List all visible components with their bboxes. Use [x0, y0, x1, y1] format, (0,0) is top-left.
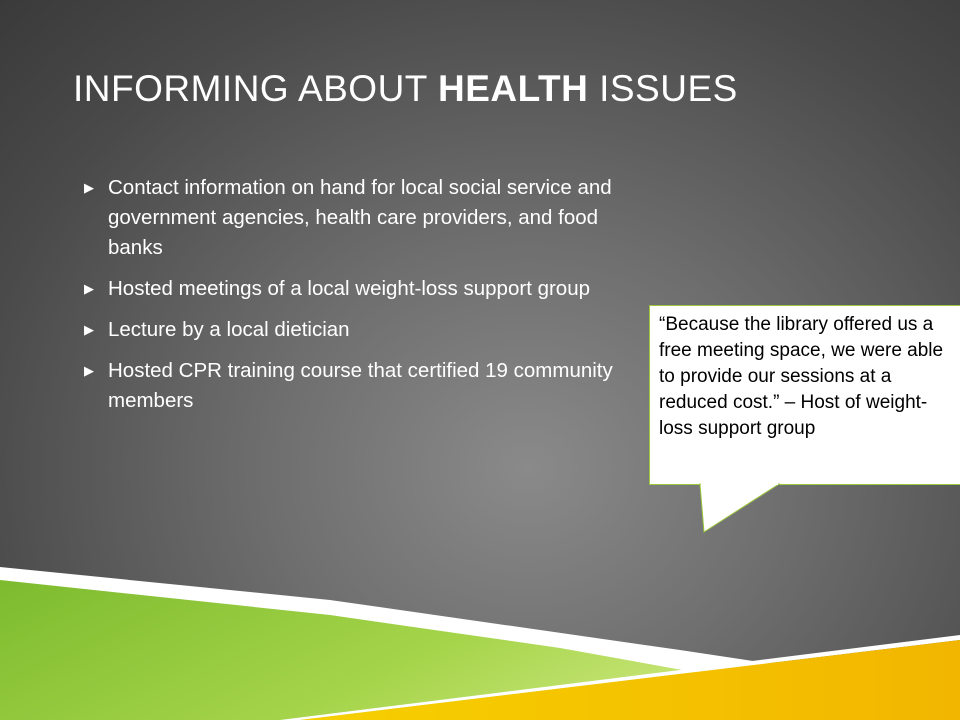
triangle-right-icon: ▶: [84, 363, 94, 378]
triangle-right-icon: ▶: [84, 281, 94, 296]
title-part-2: HEALTH: [438, 68, 589, 109]
title-part-3: ISSUES: [588, 68, 738, 109]
triangle-right-icon: ▶: [84, 180, 94, 195]
bullet-text: Lecture by a local dietician: [108, 318, 350, 341]
callout-quote: “Because the library offered us a free meeting space, we were able to provide our sessions at a reduced cost.” – Host of weight-loss support group: [659, 314, 944, 439]
bullet-text: Hosted CPR training course that certified 19 community members: [108, 359, 613, 412]
title-part-1: INFORMING ABOUT: [73, 68, 439, 109]
triangle-right-icon: ▶: [84, 322, 94, 337]
bullet-text: Hosted meetings of a local weight-loss support group: [108, 277, 591, 300]
bullet-text: Contact information on hand for local social service and government agencies, health care providers, and food banks: [108, 176, 612, 259]
